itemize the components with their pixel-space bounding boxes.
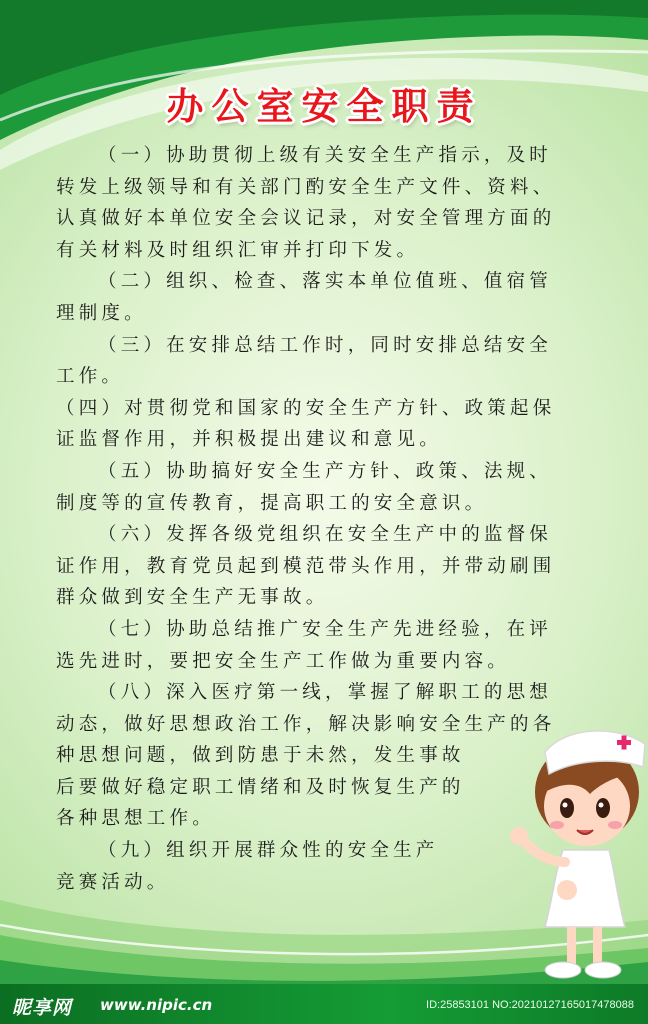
- text-line: （六）发挥各级党组织在安全生产中的监督保: [98, 524, 553, 546]
- text-line: 各种思想工作。: [56, 808, 215, 830]
- text-line: 后要做好稳定职工情绪和及时恢复生产的: [56, 776, 465, 798]
- watermark-site: www.nipic.cn: [100, 996, 213, 1014]
- text-line: （四）对贯彻党和国家的安全生产方针、政策起保: [56, 397, 556, 419]
- text-line: 工作。: [56, 366, 125, 388]
- text-line: （一）协助贯彻上级有关安全生产指示，及时: [98, 145, 553, 166]
- image-id: ID:25853101 NO:20210127165017478088: [426, 999, 634, 1011]
- text-line: 群众做到安全生产无事故。: [56, 587, 329, 609]
- text-line: 种思想问题，做到防患于未然，发生事故: [56, 745, 465, 767]
- watermark-logo: 昵享网: [12, 997, 73, 1019]
- text-line: 动态，做好思想政治工作，解决影响安全生产的各: [56, 713, 556, 735]
- nurse-cartoon: [505, 722, 648, 984]
- text-line: （五）协助搞好安全生产方针、政策、法规、: [98, 460, 553, 482]
- text-line: 证监督作用，并积极提出建议和意见。: [56, 429, 442, 451]
- text-line: 有关材料及时组织汇审并打印下发。: [56, 239, 420, 261]
- text-line: （二）组织、检查、落实本单位值班、值宿管: [98, 271, 553, 293]
- text-line: （三）在安排总结工作时，同时安排总结安全: [98, 334, 553, 356]
- text-line: 理制度。: [56, 302, 147, 324]
- text-line: （九）组织开展群众性的安全生产: [98, 840, 439, 862]
- text-line: （七）协助总结推广安全生产先进经验，在评: [98, 618, 553, 640]
- text-line: 竞赛活动。: [56, 871, 170, 893]
- text-line: 认真做好本单位安全会议记录，对安全管理方面的: [56, 208, 556, 230]
- text-line: 转发上级领导和有关部门酌安全生产文件、资料、: [56, 176, 556, 198]
- text-line: 选先进时，要把安全生产工作做为重要内容。: [56, 650, 511, 672]
- text-line: （八）深入医疗第一线，掌握了解职工的思想: [98, 682, 553, 704]
- text-line: 制度等的宣传教育，提高职工的安全意识。: [56, 492, 488, 514]
- text-line: 证作用，教育党员起到模范带头作用，并带动刷围: [56, 555, 556, 577]
- page-title: 办公室安全职责: [166, 85, 482, 128]
